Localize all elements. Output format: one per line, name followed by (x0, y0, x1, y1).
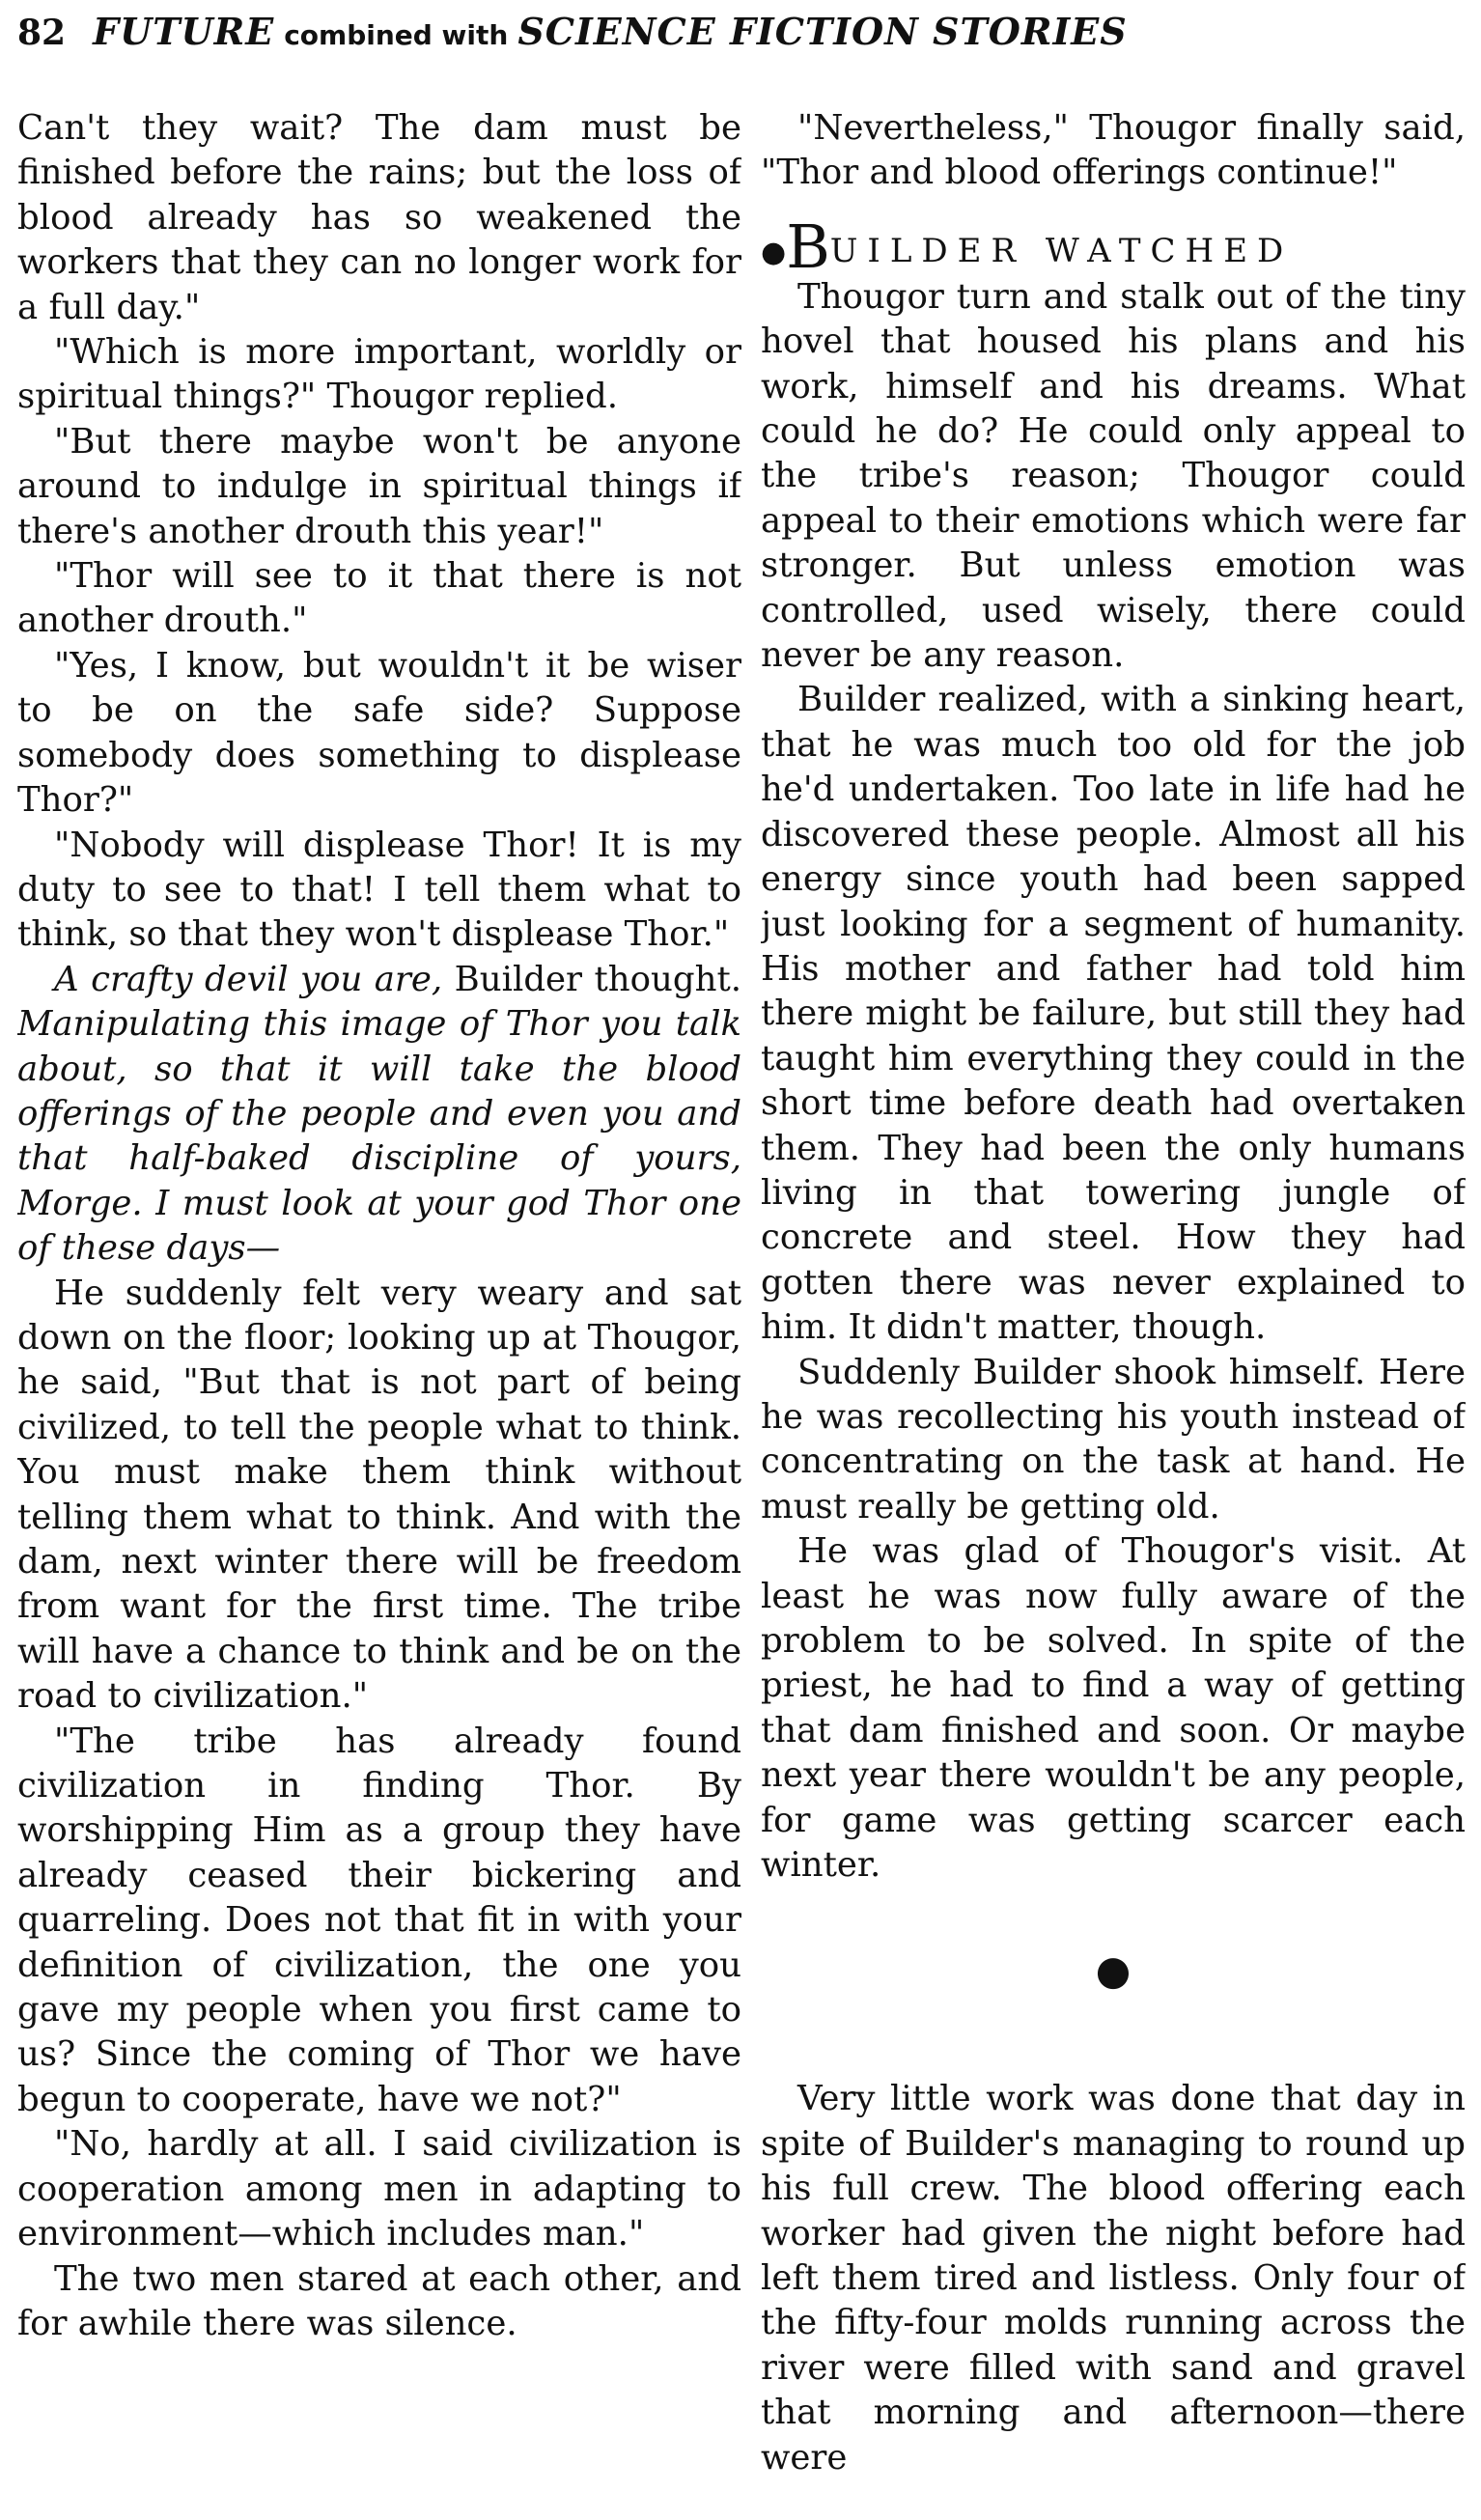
left-column (17, 106, 741, 2510)
paragraph: "Which is more important, worldly or spiritual things?" Thougor replied. (17, 332, 741, 417)
paragraph: Can't they wait? The dam must be finished before the rains; but the loss of blood already has so weakened the workers that they can no longer work for a full day." (17, 108, 741, 327)
bullet-icon: ● (761, 235, 787, 269)
paragraph: "Yes, I know, but wouldn't it be wiser to be on the safe side? Suppose somebody does something to displease Thor?" (17, 645, 741, 821)
right-column (761, 106, 1466, 2510)
paragraph: He suddenly felt very weary and sat down on the floor; looking up at Thougor, he said, "But that is not part of being civilized, to tell the people what to think. You must make them think without telling them what to think. And with the dam, next winter there will be freedom from want for the first time. The tribe will have a chance to think and be on the road to civilization." (17, 1273, 741, 1717)
drop-cap: B (786, 210, 830, 282)
plain-text: Builder thought. (442, 959, 741, 999)
paragraph: "No, hardly at all. I said civilization is cooperation among men in adapting to environment—which includes man." (17, 2124, 741, 2254)
paragraph: He was glad of Thougor's visit. At least he was now fully aware of the problem to be solved. In spite of the priest, he had to find a way of getting that dam finished and soon. Or maybe next year there wouldn't be any people, for game was getting scarcer each winter. (761, 1531, 1466, 1886)
section-heading-text: UILDER WATCHED (829, 231, 1294, 270)
paragraph: "Nobody will displease Thor! It is my duty to see to that! I tell them what to think, so that they won't displease Thor." (17, 825, 741, 955)
paragraph: The two men stared at each other, and for awhile there was silence. (17, 2258, 741, 2343)
thought-paragraph (17, 958, 741, 1272)
title-sfs: SCIENCE FICTION STORIES (517, 10, 1128, 53)
paragraph: "But there maybe won't be anyone around to indulge in spiritual things if there's another drouth this year!" (17, 421, 741, 551)
title-connector: combined with (284, 19, 509, 51)
page-header (17, 10, 1466, 64)
page-number: 82 (17, 13, 67, 53)
paragraph: "The tribe has already found civilization in finding Thor. By worshipping Him as a group they have already ceased their bickering and quarreling. Does not that fit in with your definition of civilization, the one you gave my people when you first came to us? Since the coming of Thor we have begun to cooperate, have we not?" (17, 1721, 741, 2119)
title-future: FUTURE (93, 10, 275, 53)
section-divider-icon: ● (1095, 1946, 1132, 1995)
magazine-title (93, 10, 1128, 53)
paragraph: Suddenly Builder shook himself. Here he was recollecting his youth instead of concentrating on the task at hand. He must really be getting old. (761, 1352, 1466, 1526)
paragraph: Builder realized, with a sinking heart, that he was much too old for the job he'd undertaken. Too late in life had he discovered these people. Almost all his energy since youth had been sapped just looking for a segment of humanity. His mother and father had told him there might be failure, but still they had taught him everything they could in the short time before death had overtaken them. They had been the only humans living in that towering jungle of concrete and steel. How they had gotten there was never explained to him. It didn't matter, though. (761, 680, 1466, 1348)
italic-thought-b: Manipulating this image of Thor you talk about, so that it will take the blood offerings of the people and even you and that half-baked discipline of yours, Morge. I must look at your god Thor one of these days— (17, 1004, 741, 1269)
paragraph: "Thor will see to it that there is not another drouth." (17, 556, 741, 641)
section-heading (761, 210, 1466, 282)
paragraph: Thougor turn and stalk out of the tiny hovel that housed his plans and his work, himself and his dreams. What could he do? He could only appeal to the tribe's reason; Thougor could appeal to their emotions which were far stronger. But unless emotion was controlled, used wisely, there could never be any reason. (761, 276, 1466, 676)
italic-thought-a: A crafty devil you are, (54, 959, 443, 999)
paragraph: Very little work was done that day in spite of Builder's managing to round up his full crew. The blood offering each worker had given the night before had left them tired and listless. Only four of the fifty-four molds running across the river were filled with sand and gravel that morning and afternoon—there were (761, 2079, 1466, 2478)
paragraph: "Nevertheless," Thougor finally said, "Thor and blood offerings continue!" (761, 108, 1466, 193)
